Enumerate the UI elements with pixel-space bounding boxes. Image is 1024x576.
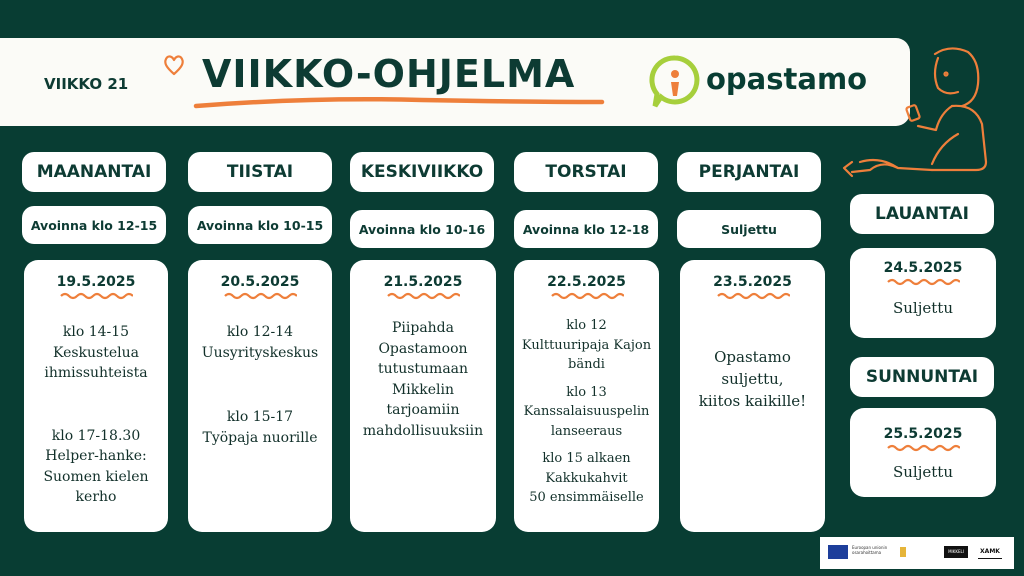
date-underline (223, 292, 297, 300)
day-card-tuesday (188, 260, 332, 532)
page-title: VIIKKO-OHJELMA (202, 52, 576, 96)
event-text: ihmissuhteista (44, 365, 148, 381)
day-header-monday: MAANANTAI (22, 152, 166, 192)
person-illustration (840, 44, 1000, 194)
event-text: Opastamo (714, 348, 791, 366)
event-text: Opastamoon (378, 340, 468, 357)
day-header-sunday: SUNNUNTAI (850, 357, 994, 397)
date-label: 22.5.2025 (547, 274, 626, 290)
date-underline (59, 292, 133, 300)
opening-hours-wednesday: Avoinna klo 10-16 (350, 210, 494, 248)
date-label: 23.5.2025 (713, 274, 792, 290)
event-text: Suomen kielen (43, 468, 149, 485)
event-text: mahdollisuuksiin (362, 422, 484, 439)
opastamo-logo-icon (649, 54, 701, 110)
partner-logo-xamk: XAMK (978, 546, 1002, 559)
event-text: suljettu, (721, 370, 784, 388)
date-label: 24.5.2025 (883, 260, 963, 276)
logo-text: opastamo (706, 62, 868, 96)
date-label: 19.5.2025 (56, 274, 136, 290)
title-underline (192, 94, 606, 112)
event-text: lanseeraus (550, 423, 623, 439)
date-underline (886, 278, 960, 286)
event-text: Kulttuuripaja Kajon (521, 337, 652, 353)
opening-hours-thursday: Avoinna klo 12-18 (514, 210, 658, 248)
heart-icon (162, 52, 186, 78)
date-label: 21.5.2025 (383, 274, 463, 290)
date-underline (386, 292, 460, 300)
region-logo-icon (900, 547, 936, 557)
eu-flag-icon (828, 545, 848, 559)
eu-funding-text: Euroopan unionin osarahoittama (852, 545, 888, 555)
event-text: klo 12 (566, 318, 607, 333)
event-text: Mikkelin (391, 381, 455, 398)
day-header-wednesday: KESKIVIIKKO (350, 152, 494, 192)
event-text: klo 13 (566, 384, 607, 400)
event-text: 50 ensimmäiselle (529, 490, 644, 505)
event-text: Työpaja nuorille (202, 429, 318, 446)
day-card-thursday (514, 260, 659, 532)
day-card-saturday (850, 248, 996, 338)
week-label: VIIKKO 21 (44, 75, 129, 93)
date-label: 20.5.2025 (220, 274, 300, 290)
date-underline (886, 444, 960, 452)
status-text: Suljettu (893, 463, 953, 481)
day-header-saturday: LAUANTAI (850, 194, 994, 234)
event-text: kerho (75, 489, 117, 505)
date-underline (550, 292, 624, 300)
event-text: kiitos kaikille! (698, 392, 807, 410)
event-text: Kanssalaisuuspelin (523, 404, 650, 419)
event-text: Keskustelua (53, 344, 139, 361)
day-card-sunday (850, 408, 996, 497)
opening-hours-friday: Suljettu (677, 210, 821, 248)
day-card-wednesday (350, 260, 496, 532)
event-text: tutustumaan (377, 361, 469, 377)
day-header-thursday: TORSTAI (514, 152, 658, 192)
date-label: 25.5.2025 (883, 426, 963, 442)
event-text: Helper-hanke: (45, 448, 147, 464)
event-text: tarjoamiin (386, 402, 460, 418)
status-text: Suljettu (893, 299, 953, 317)
event-text: klo 15-17 (226, 409, 294, 425)
event-text: klo 12-14 (226, 324, 294, 340)
funding-logos (820, 537, 1014, 569)
date-underline (716, 292, 790, 300)
event-text: Piipahda (391, 320, 454, 336)
opening-hours-monday: Avoinna klo 12-15 (22, 206, 166, 244)
day-card-monday (24, 260, 168, 532)
day-card-friday (680, 260, 825, 532)
event-text: klo 17-18.30 (51, 427, 141, 444)
partner-logo-mikkeli: MIKKELI (944, 546, 968, 558)
opening-hours-tuesday: Avoinna klo 10-15 (188, 206, 332, 244)
day-header-tuesday: TIISTAI (188, 152, 332, 192)
day-header-friday: PERJANTAI (677, 152, 821, 192)
event-text: klo 15 alkaen (542, 451, 631, 466)
event-text: Uusyrityskeskus (201, 344, 319, 361)
event-text: bändi (568, 357, 605, 372)
event-text: klo 14-15 (62, 324, 130, 340)
event-text: Kakkukahvit (545, 470, 628, 486)
